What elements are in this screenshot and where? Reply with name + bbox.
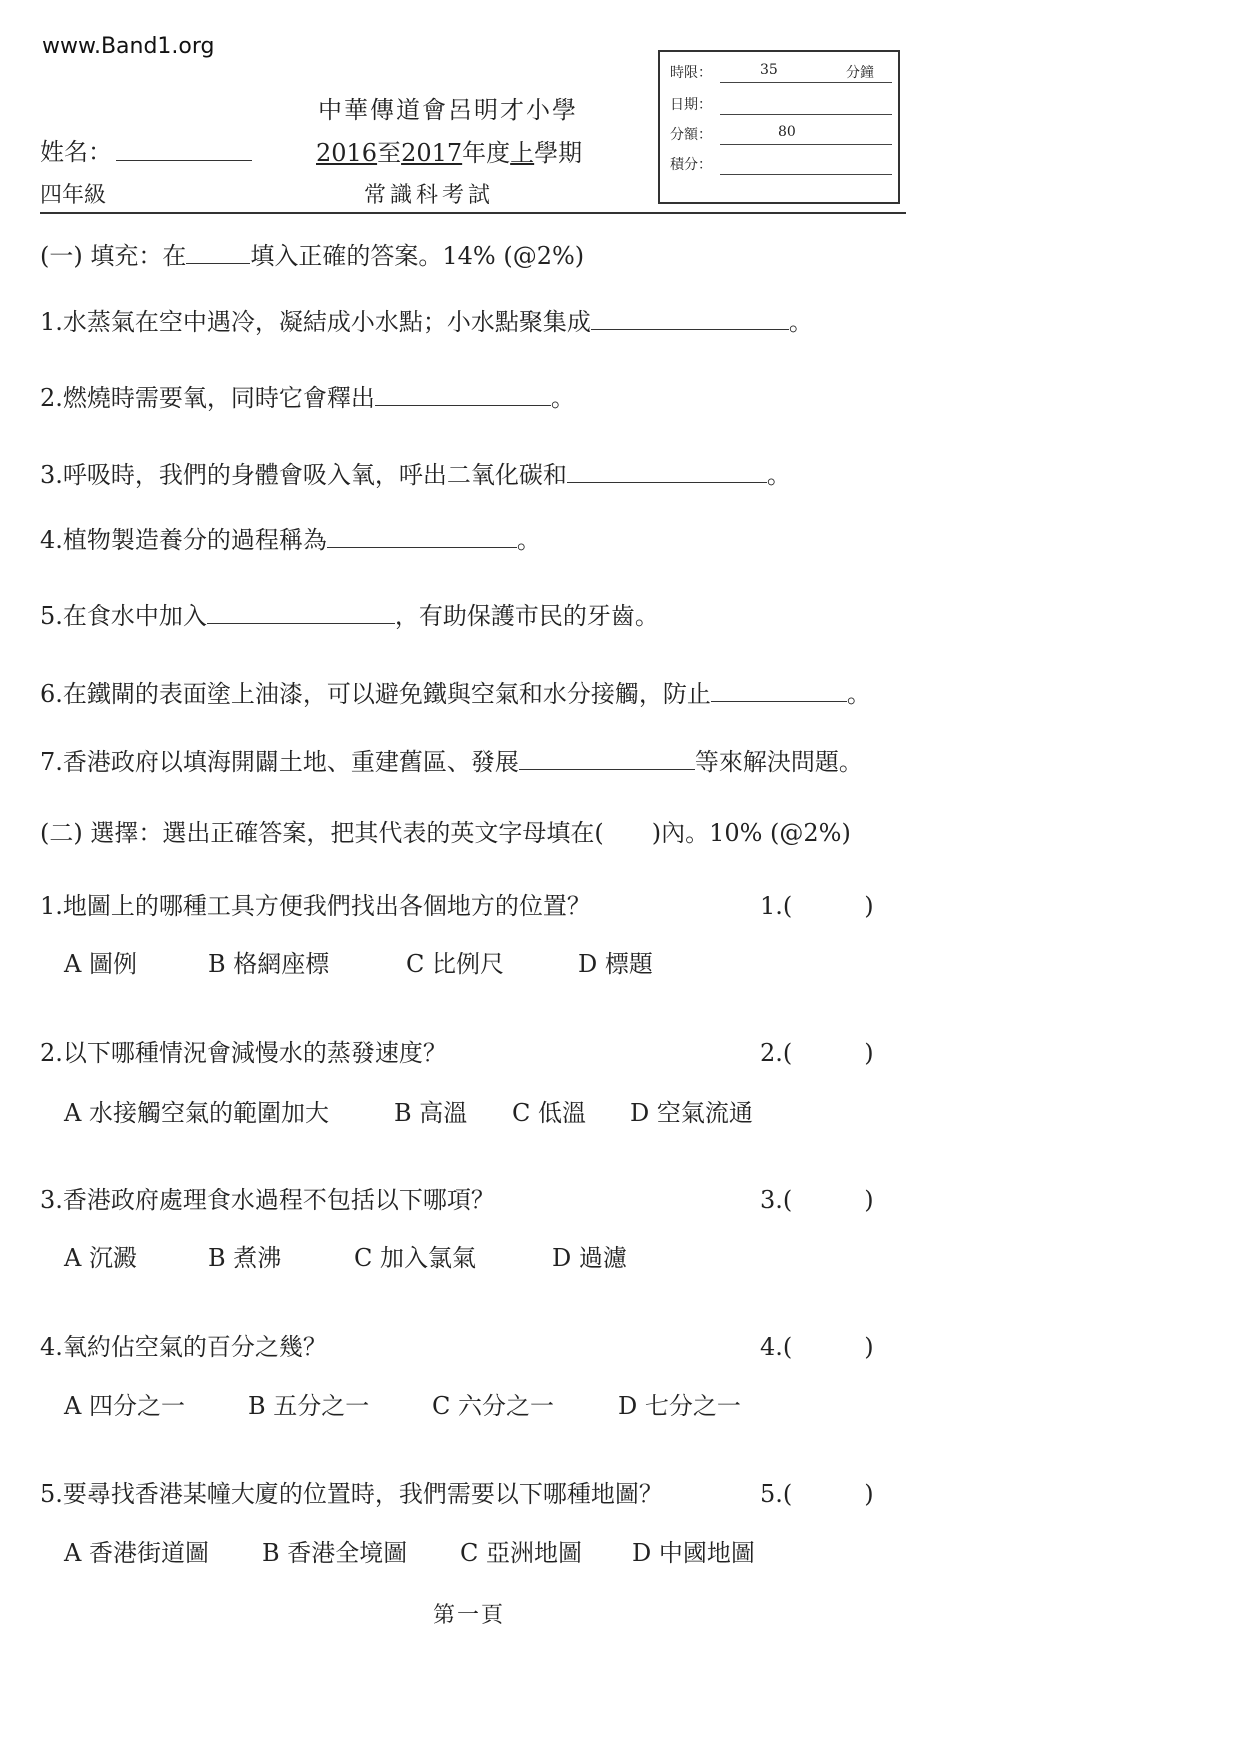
mc-3-option-b: B 煮沸 xyxy=(208,1244,282,1272)
fill-question-7-end: 等來解決問題。 xyxy=(694,748,863,776)
mc-5-option-a: A 香港街道圖 xyxy=(64,1539,209,1567)
fill-question-3-end: 。 xyxy=(766,461,791,489)
fill-question-5-text: 5.在食水中加入 xyxy=(40,602,207,630)
mc-4-option-d: D 七分之一 xyxy=(618,1392,741,1420)
fill-question-5-end: ，有助保護市民的牙齒。 xyxy=(394,602,659,630)
fill-blank-6[interactable] xyxy=(711,679,847,702)
grade-label: 四年級 xyxy=(40,183,107,208)
mc-4-option-a: A 四分之一 xyxy=(64,1392,185,1420)
mc-1-option-c: C 比例尺 xyxy=(406,950,504,978)
section1-title-post: 填入正確的答案。14% (@2%) xyxy=(250,242,585,270)
mc-5-option-d: D 中國地圖 xyxy=(632,1539,755,1567)
fill-question-6-end: 。 xyxy=(846,680,871,708)
header-divider xyxy=(40,212,906,214)
term-suffix: 學期 xyxy=(534,139,583,167)
fill-blank-2[interactable] xyxy=(375,383,551,406)
marks-label: 分額： xyxy=(670,127,712,143)
year-suffix: 年度 xyxy=(462,139,511,167)
fill-question-1-text: 1.水蒸氣在空中遇冷，凝結成小水點；小水點聚集成 xyxy=(40,308,591,336)
academic-year xyxy=(316,133,582,168)
section1-title-pre: (一) 填充：在 xyxy=(40,242,187,270)
fill-question-7-text: 7.香港政府以填海開闢土地、重建舊區、發展 xyxy=(40,748,519,776)
section2-title: (二) 選擇：選出正確答案，把其代表的英文字母填在( )內。10% (@2%) xyxy=(40,819,851,847)
section1-title xyxy=(40,236,584,271)
mc-1-option-a: A 圖例 xyxy=(64,950,137,978)
year-start: 2016 xyxy=(316,139,378,167)
mc-answer-1[interactable]: 1.( ) xyxy=(760,892,874,920)
mc-3-option-a: A 沉澱 xyxy=(64,1244,137,1272)
mc-question-1: 1.地圖上的哪種工具方便我們找出各個地方的位置？ xyxy=(40,892,591,920)
watermark: www.Band1.org xyxy=(42,34,215,59)
fill-question-5 xyxy=(40,596,659,631)
marks-line xyxy=(720,144,892,145)
fill-question-6 xyxy=(40,674,871,709)
fill-blank-1[interactable] xyxy=(591,307,789,330)
mc-5-option-c: C 亞洲地圖 xyxy=(460,1539,582,1567)
time-limit-label: 時限： xyxy=(670,65,712,81)
mc-question-5: 5.要尋找香港某幢大廈的位置時，我們需要以下哪種地圖？ xyxy=(40,1480,663,1508)
exam-title: 常識科考試 xyxy=(364,183,495,208)
fill-question-4-text: 4.植物製造養分的過程稱為 xyxy=(40,526,327,554)
mc-1-option-d: D 標題 xyxy=(578,950,653,978)
time-limit-line xyxy=(720,82,892,83)
mc-2-option-d: D 空氣流通 xyxy=(630,1099,753,1127)
mc-question-4: 4.氧約佔空氣的百分之幾？ xyxy=(40,1333,327,1361)
fill-blank-5[interactable] xyxy=(207,601,395,624)
mc-5-option-b: B 香港全境圖 xyxy=(262,1539,408,1567)
fill-question-7 xyxy=(40,742,863,777)
name-label: 姓名： xyxy=(40,138,112,166)
date-field-line[interactable] xyxy=(720,114,892,115)
year-end: 2017 xyxy=(401,139,463,167)
mc-answer-4[interactable]: 4.( ) xyxy=(760,1333,874,1361)
time-limit-unit: 分鐘 xyxy=(846,65,874,81)
fill-question-2-text: 2.燃燒時需要氧，同時它會釋出 xyxy=(40,384,375,412)
name-field-line[interactable] xyxy=(116,160,252,161)
score-field-line[interactable] xyxy=(720,174,892,175)
score-label: 積分： xyxy=(670,157,712,173)
mc-3-option-c: C 加入氯氣 xyxy=(354,1244,476,1272)
mc-1-option-b: B 格網座標 xyxy=(208,950,330,978)
section1-title-blank xyxy=(186,241,250,264)
marks-value: 80 xyxy=(778,124,796,140)
mc-answer-2[interactable]: 2.( ) xyxy=(760,1039,874,1067)
mc-3-option-d: D 過濾 xyxy=(552,1244,627,1272)
mc-question-3: 3.香港政府處理食水過程不包括以下哪項？ xyxy=(40,1186,495,1214)
page-number: 第一頁 xyxy=(433,1603,506,1628)
term-word: 上 xyxy=(510,139,535,167)
mc-4-option-b: B 五分之一 xyxy=(248,1392,370,1420)
mc-2-option-a: A 水接觸空氣的範圍加大 xyxy=(64,1099,329,1127)
fill-question-2-end: 。 xyxy=(550,384,575,412)
fill-question-1 xyxy=(40,302,813,337)
mc-answer-3[interactable]: 3.( ) xyxy=(760,1186,874,1214)
mc-2-option-c: C 低溫 xyxy=(512,1099,586,1127)
fill-blank-3[interactable] xyxy=(567,460,767,483)
fill-question-6-text: 6.在鐵閘的表面塗上油漆，可以避免鐵與空氣和水分接觸，防止 xyxy=(40,680,711,708)
fill-blank-4[interactable] xyxy=(327,525,517,548)
fill-blank-7[interactable] xyxy=(519,747,695,770)
time-limit-value: 35 xyxy=(760,62,778,78)
mc-question-2: 2.以下哪種情況會減慢水的蒸發速度？ xyxy=(40,1039,447,1067)
fill-question-3 xyxy=(40,455,791,490)
fill-question-4-end: 。 xyxy=(516,526,541,554)
school-name: 中華傳道會呂明才小學 xyxy=(318,96,578,124)
mc-4-option-c: C 六分之一 xyxy=(432,1392,554,1420)
fill-question-4 xyxy=(40,520,541,555)
mc-answer-5[interactable]: 5.( ) xyxy=(760,1480,874,1508)
date-label: 日期： xyxy=(670,97,712,113)
fill-question-1-end: 。 xyxy=(788,308,813,336)
exam-info-box xyxy=(658,50,900,204)
fill-question-2 xyxy=(40,378,575,413)
mc-2-option-b: B 高溫 xyxy=(394,1099,468,1127)
year-separator: 至 xyxy=(377,139,402,167)
fill-question-3-text: 3.呼吸時，我們的身體會吸入氧，呼出二氧化碳和 xyxy=(40,461,567,489)
